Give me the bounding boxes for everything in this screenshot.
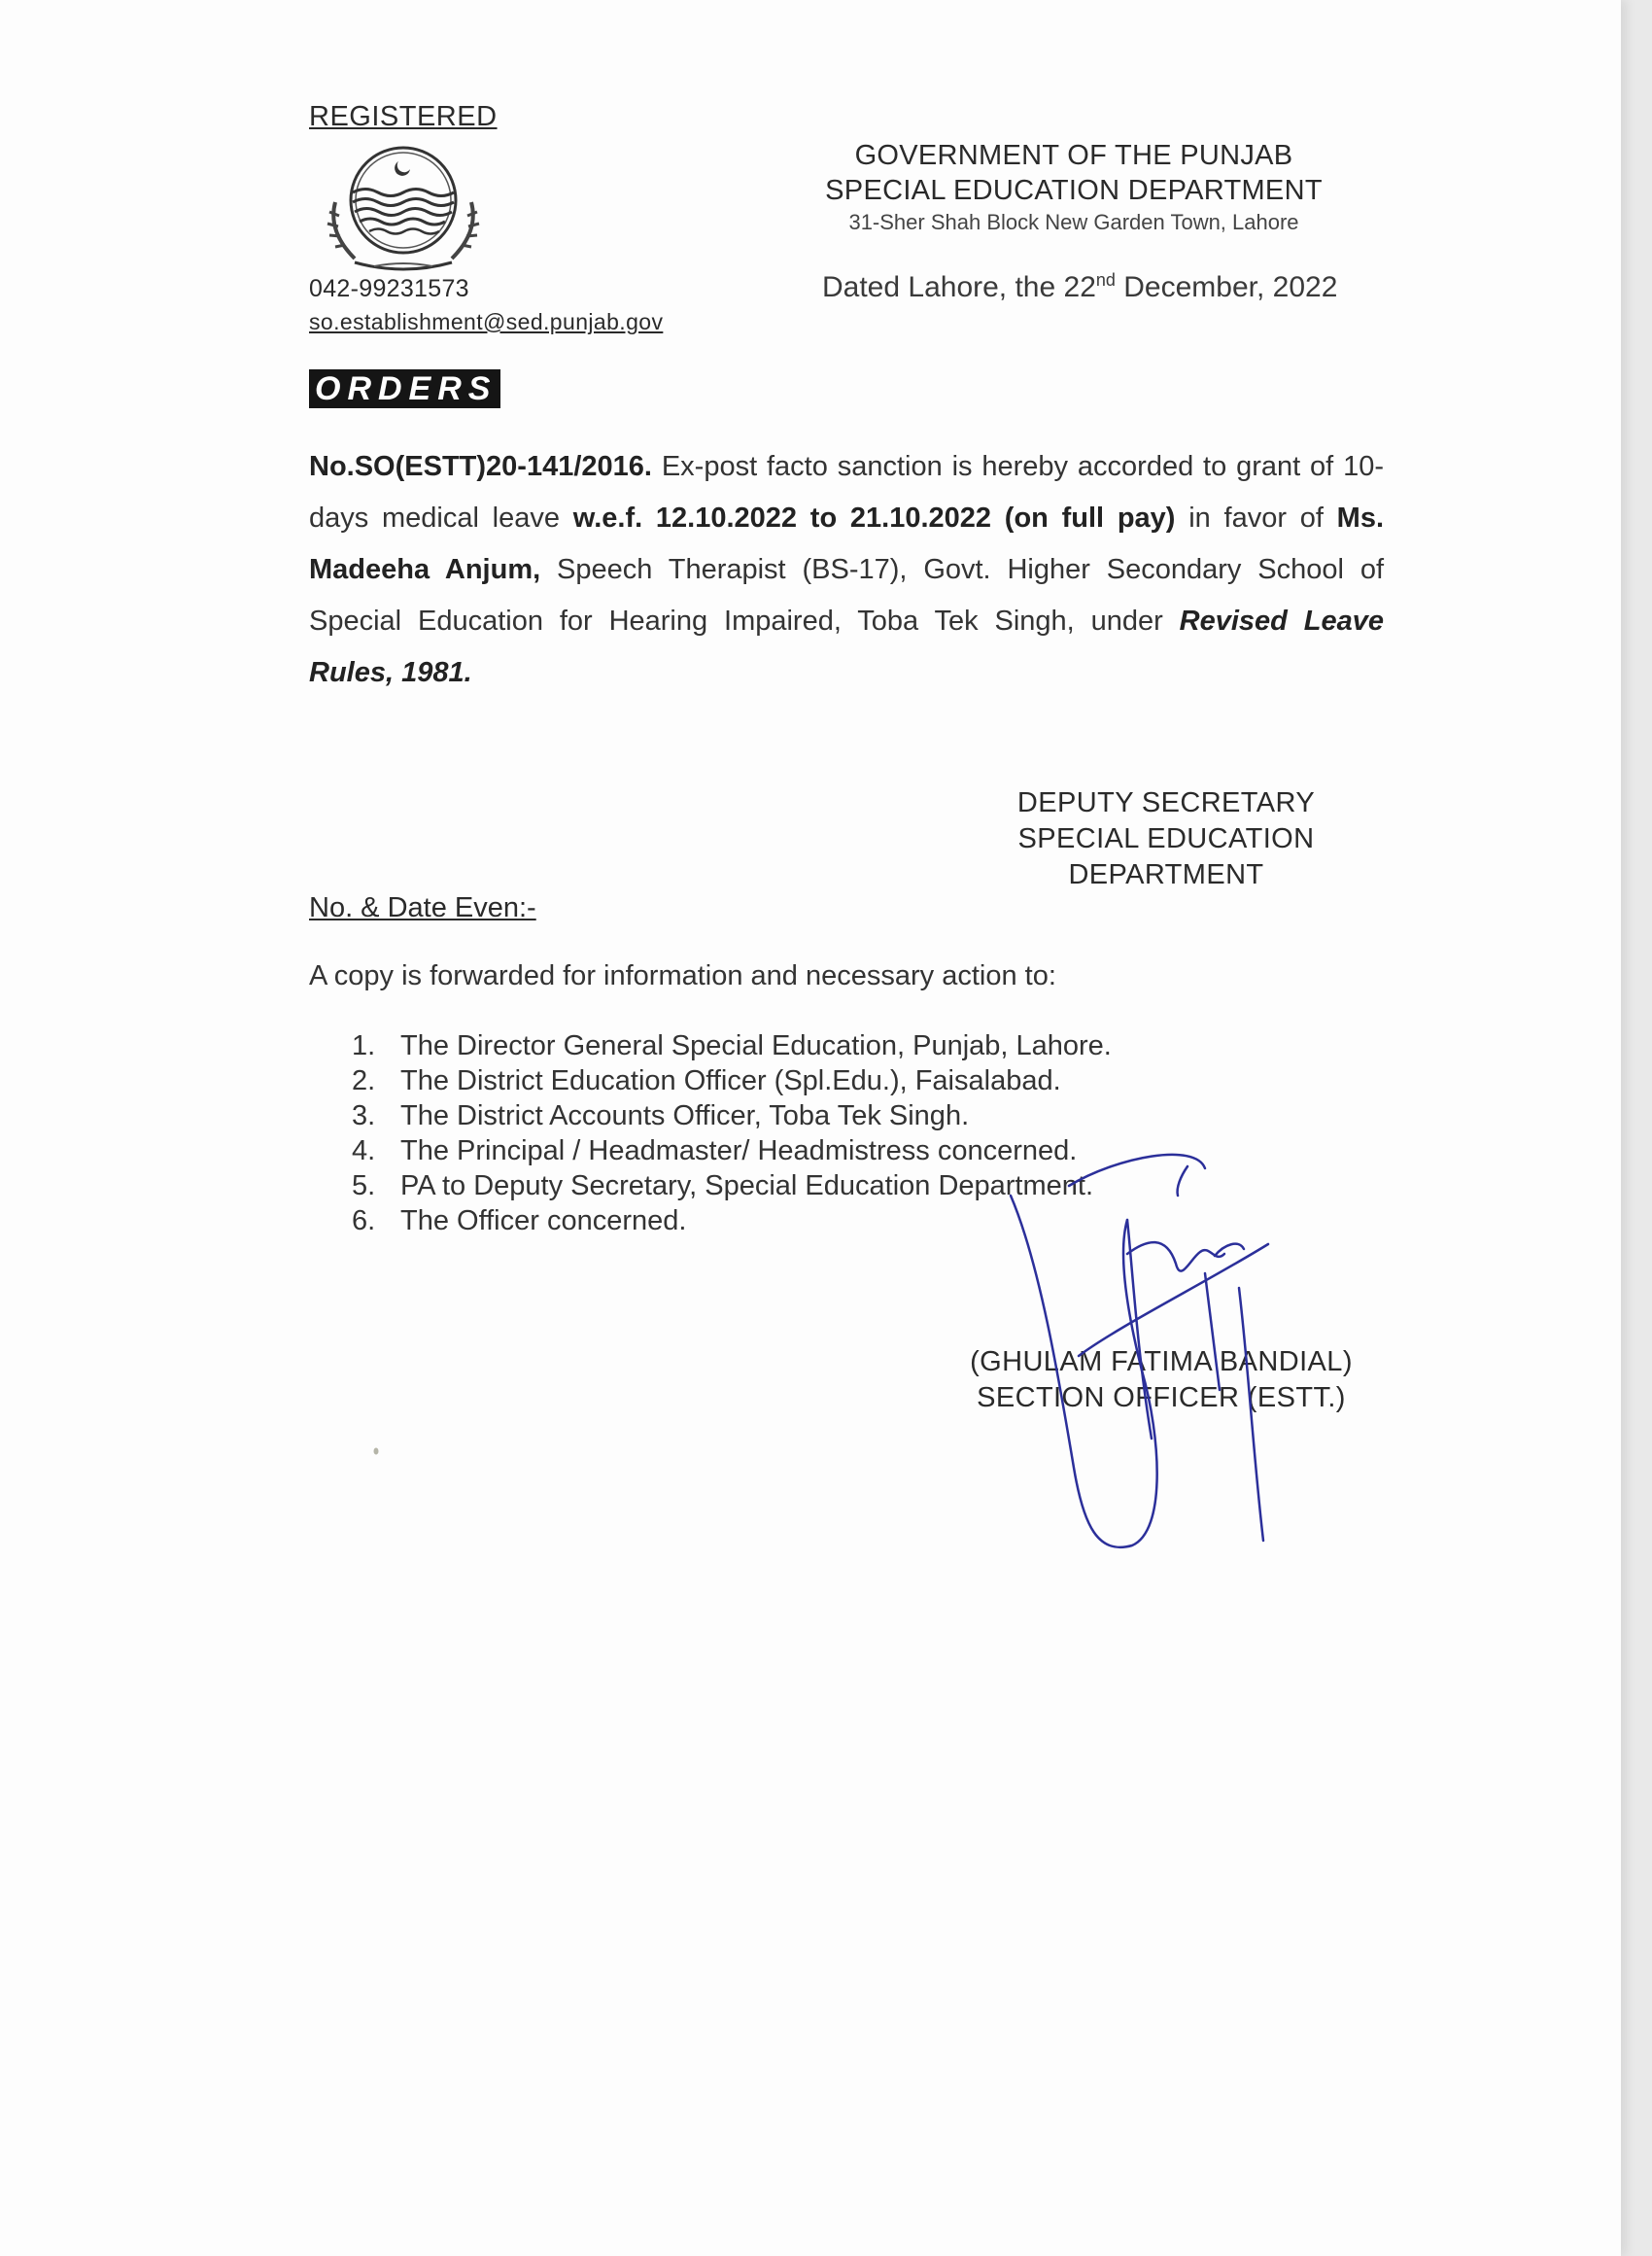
deputy-secretary-block bbox=[981, 785, 1351, 893]
dated-suffix: December, 2022 bbox=[1115, 271, 1338, 303]
orders-heading: ORDERS bbox=[309, 369, 500, 408]
order-number: No.SO(ESTT)20-141/2016. bbox=[309, 451, 652, 482]
phone-number: 042-99231573 bbox=[309, 275, 469, 302]
order-text-1: Ex-post facto sanction is hereby accorded to grant of 10-days medical leave bbox=[309, 451, 1384, 534]
email-address: so.establishment@sed.punjab.gov bbox=[309, 309, 664, 334]
order-text-2: in favor of bbox=[1175, 503, 1337, 534]
department-address: 31-Sher Shah Block New Garden Town, Lahore bbox=[848, 210, 1299, 234]
signatory-designation: SECTION OFFICER (ESTT.) bbox=[977, 1382, 1346, 1413]
leave-rules: Revised Leave Rules, 1981. bbox=[309, 606, 1385, 688]
handwritten-signature bbox=[972, 1147, 1302, 1565]
ds-line-3: DEPARTMENT bbox=[1068, 859, 1264, 890]
list-item: 3. The District Accounts Officer, Toba Tek Singh. bbox=[352, 1100, 970, 1131]
order-paragraph bbox=[309, 441, 1384, 699]
letterhead bbox=[797, 138, 1351, 237]
employee-name: Ms. Madeeha Anjum, bbox=[309, 503, 1384, 585]
order-text-3: Speech Therapist (BS-17), Govt. Higher Secondary School of Special Education for Hearing Impaired, Toba Tek Singh, under bbox=[309, 554, 1385, 637]
no-date-even: No. & Date Even:- bbox=[309, 892, 536, 923]
department-title: SPECIAL EDUCATION DEPARTMENT bbox=[825, 175, 1323, 206]
leave-period: w.e.f. 12.10.2022 to 21.10.2022 (on full pay) bbox=[572, 503, 1176, 534]
list-item: 1. The Director General Special Education, Punjab, Lahore. bbox=[352, 1030, 1112, 1061]
scan-speck-icon bbox=[372, 1446, 380, 1456]
list-item: 5. PA to Deputy Secretary, Special Education Department. bbox=[352, 1170, 1094, 1201]
list-item: 4. The Principal / Headmaster/ Headmistress concerned. bbox=[352, 1135, 1078, 1166]
registered-label: REGISTERED bbox=[309, 101, 498, 132]
punjab-emblem-icon bbox=[316, 144, 491, 275]
list-item: 6. The Officer concerned. bbox=[352, 1205, 687, 1236]
signatory-name: (GHULAM FATIMA BANDIAL) bbox=[970, 1346, 1353, 1377]
ds-line-1: DEPUTY SECRETARY bbox=[1016, 787, 1316, 818]
government-title: GOVERNMENT OF THE PUNJAB bbox=[854, 140, 1293, 171]
list-item: 2. The District Education Officer (Spl.Edu.), Faisalabad. bbox=[352, 1065, 1061, 1096]
dated-line bbox=[822, 270, 1337, 304]
copy-forwarded-text: A copy is forwarded for information and necessary action to: bbox=[309, 960, 1056, 991]
dated-sup: nd bbox=[1095, 270, 1116, 290]
dated-prefix: Dated Lahore, the 22 bbox=[822, 271, 1096, 303]
ds-line-2: SPECIAL EDUCATION bbox=[1017, 823, 1315, 854]
